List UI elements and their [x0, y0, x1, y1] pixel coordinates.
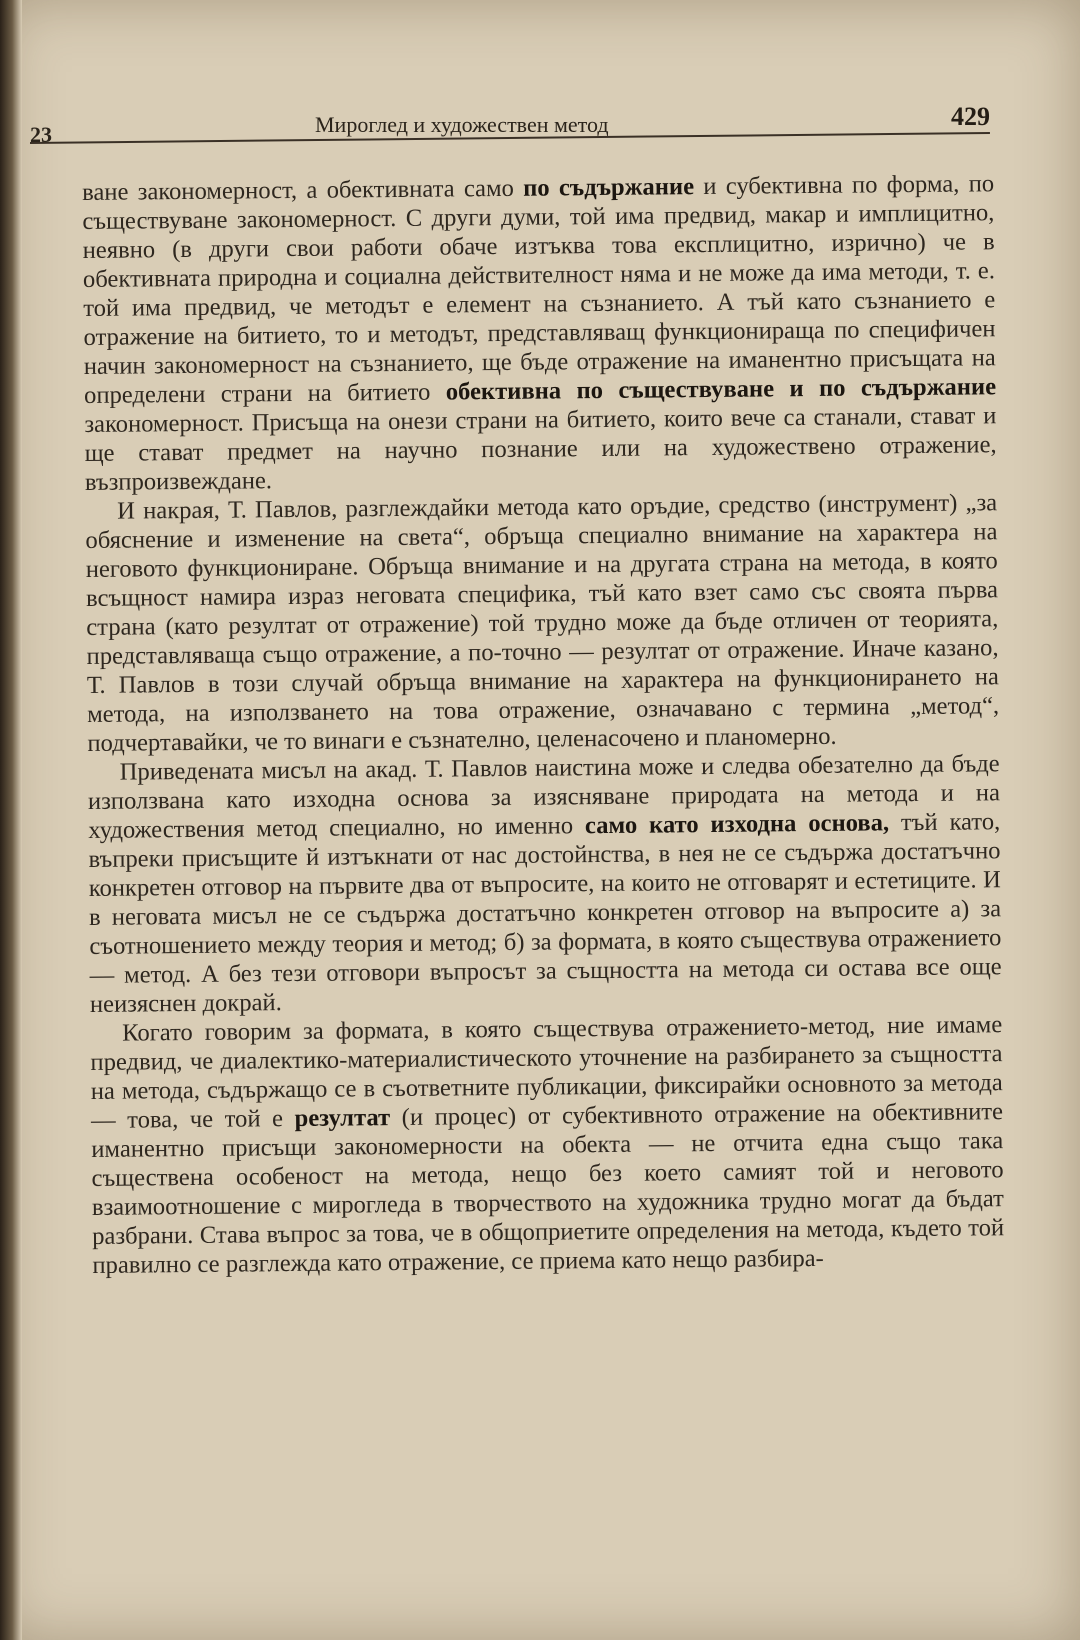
- emphasis-izhodna-osnova: само като изходна основа,: [584, 809, 890, 840]
- running-title: Мироглед и художествен метод: [315, 112, 609, 137]
- paragraph-4: Когато говорим за формата, в която съществува отражението-метод, ние имаме предвид, че диалектико-материалистическото уточнение на разбирането за същността на метода, съдържащо се в съответните публикации, фиксирайки основното за метода — това, че той е резултат (и процес) от субективното отражение на обективните иманентно присъщи закономерности на обекта — не отчита една също така съществена особеност на метода, нещо без което самият той и неговото взаимоотношение с мирогледа в творчеството на художника трудно могат да бъдат разбрани. Става въпрос за това, че в общоприетите определения на метода, където той правилно се разглежда като отражение, се приема като нещо разбира-: [90, 1011, 1005, 1279]
- emphasis-obektivna: обективна по съществуване и по съдържание: [445, 373, 997, 406]
- emphasis-rezultat: резултат: [294, 1104, 391, 1133]
- paragraph-3: Приведената мисъл на акад. Т. Павлов наистина може и следва обезателно да бъде използвана като изходна основа за изясняване природата на метода и на художествения метод специално, но именно само като изходна основа, тъй като, въпреки присъщите й изтъкнати от нас достойнства, в нея не се съдържа достатъчно конкретен отговор на първите два от въпросите, на които не отговарят и естетиците. И в неговата мисъл не се съдържа достатъчно конкретен отговор на въпросите а) за съотношението между теория и метод; б) за формата, в която съществува отражението — метод. А без тези отговори въпросът за същността на метода си остава все още неизяснен докрай.: [87, 750, 1002, 1018]
- emphasis-po-sadarzhanie: по съдържание: [523, 173, 695, 202]
- page-number: 429: [951, 102, 990, 131]
- paragraph-1: ване закономерност, а обективната само по съдържание и субективна по форма, по съществуване закономерност. С други думи, той има предвид, макар и имплицитно, неявно (в други свои работи обаче изтъква това експлицитно, изрично) че в обективната природна и социална действителност няма и не може да има методи, т. е. той има предвид, че методът е елемент на съзнанието. А тъй като съзнанието е отражение на битието, то и методът, представляващ функционираща по специфичен начин закономерност на съзнанието, ще бъде отражение на иманентно присъщата на определени страни на битието обективна по съществуване и по съдържание закономерност. Присъща на онези страни на битието, които вече са станали, стават и ще стават предмет на научно познание или на художествено отражение, възпроизвеждане.: [82, 170, 997, 496]
- body-text: [82, 169, 1005, 1280]
- paragraph-2: И накрая, Т. Павлов, разглеждайки метода като оръдие, средство (инструмент) „за обяснение и изменение на света“, обръща специално внимание на характера на неговото функциониране. Обръща внимание и на другата страна на метода, в която всъщност намира израз неговата специфика, тъй като взет само със своята първа страна (като резултат от отражение) той трудно може да бъде отличен от теорията, представляваща също отражение, а по-точно — резултат от отражение. Иначе казано, Т. Павлов в този случай обръща внимание на характера на функционирането на метода, на използването на това отражение, означавано с термина „метод“, подчертавайки, че то винаги е съзнателно, целенасочено и планомерно.: [85, 489, 1000, 757]
- binding-edge: [0, 0, 22, 1640]
- folio-number: 23: [30, 122, 52, 147]
